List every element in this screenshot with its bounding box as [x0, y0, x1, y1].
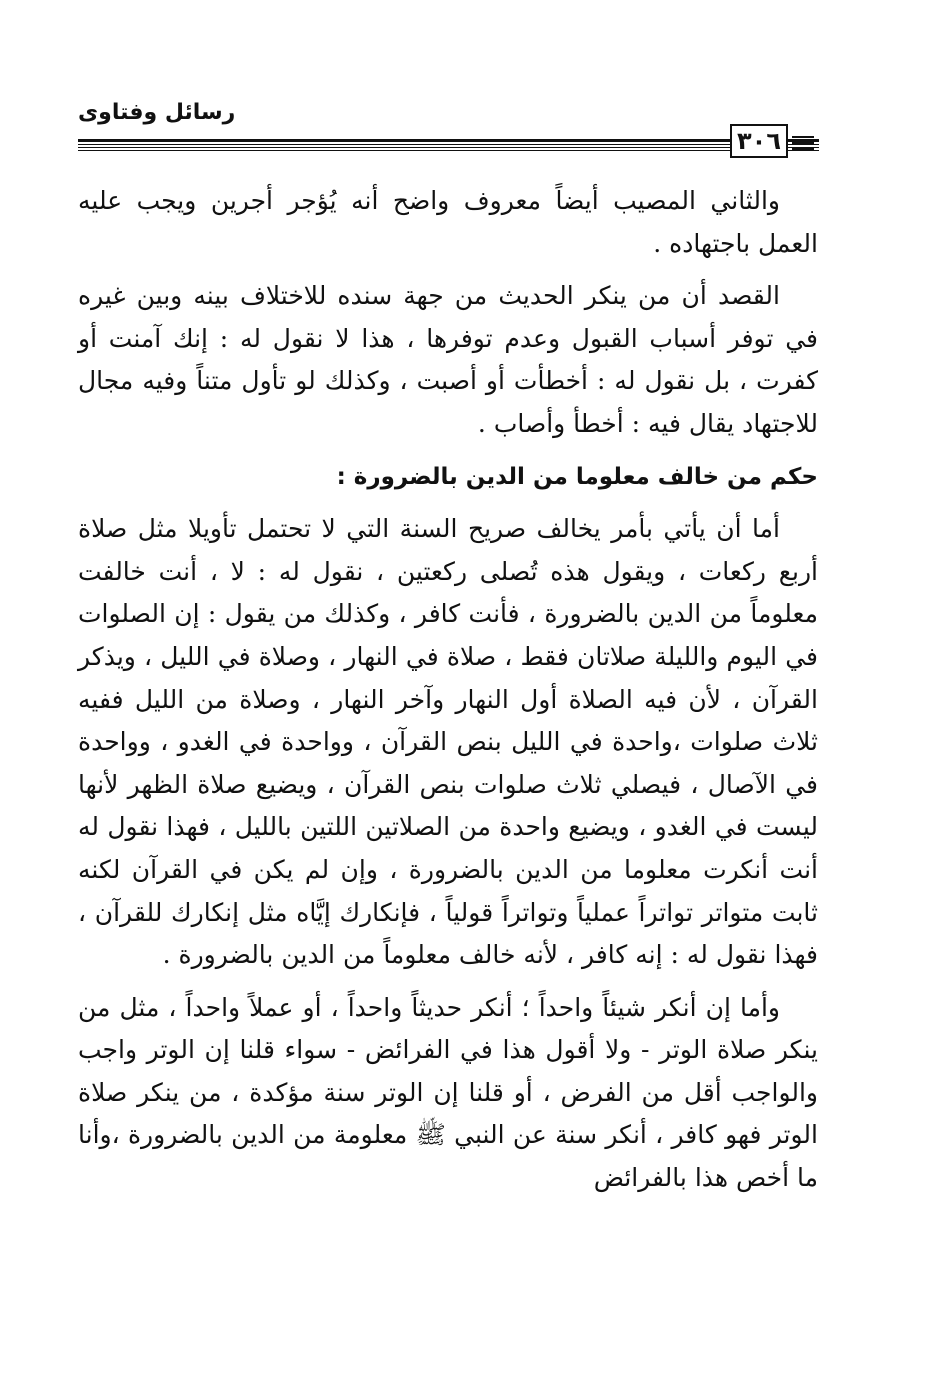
paragraph: القصد أن من ينكر الحديث من جهة سنده للاختلاف بينه وبين غيره في توفر أسباب القبول وعدم توفرها ، هذا لا نقول له : إنك آمنت أو كفرت ، بل نقول له : أخطأت أو أصبت ، وكذلك لو تأول متناً وفيه مجال للاجتهاد يقال فيه : أخطأ وأصاب . [78, 281, 818, 438]
header-rule [78, 139, 819, 142]
paragraph: أما أن يأتي بأمر يخالف صريح السنة التي لا تحتمل تأويلا مثل صلاة أربع ركعات ، ويقول هذه تُصلى ركعتين ، نقول له : لا ، أنت خالفت معلوماً من الدين بالضرورة ، فأنت كافر ، وكذلك من يقول : إن الصلوات في اليوم والليلة صلاتان فقط ، صلاة في النهار ، وصلاة في الليل ، ويذكر القرآن ، لأن فيه الصلاة أول النهار وآخر النهار ، وصلاة من الليل ففيه ثلاث صلوات ،واحدة في الليل بنص القرآن ، وواحدة في الغدو ، وواحدة في الآصال ، فيصلي ثلاث صلوات بنص القرآن ، ويضيع صلاة الظهر لأنها ليست في الغدو ، ويضيع واحدة من الصلاتين اللتين بالليل ، فهذا نقول له أنت أنكرت معلوما من الدين بالضرورة ، وإن لم يكن في القرآن لكنه ثابت متواتر تواتراً عملياً وتواتراً قولياً ، فإنكارك إيَّاه مثل إنكارك للقرآن ، فهذا نقول له : إنه كافر ، لأنه خالف معلوماً من الدين بالضرورة . [78, 514, 818, 970]
paragraph: والثاني المصيب أيضاً معروف واضح أنه يُؤجر أجرين ويجب عليه العمل باجتهاده . [78, 186, 818, 258]
header-rule-ornament [792, 148, 814, 150]
header-rule [78, 150, 819, 151]
header-rule [78, 144, 819, 145]
running-header-title: رسائل وفتاوى [78, 100, 236, 125]
body-text [78, 180, 818, 1210]
paragraph: وأما إن أنكر شيئاً واحداً ؛ أنكر حديثاً واحداً ، أو عملاً واحداً ، مثل من ينكر صلاة الوتر - ولا أقول هذا في الفرائض - سواء قلنا إن الوتر واجب والواجب أقل من الفرض ، أو قلنا إن الوتر سنة مؤكدة ، من ينكر صلاة الوتر فهو كافر ، أنكر سنة عن النبي ﷺ معلومة من الدين بالضرورة ،وأنا ما أخص هذا بالفرائض [78, 992, 818, 1193]
section-heading: حكم من خالف معلوما من الدين بالضرورة : [336, 463, 818, 490]
header-rule [78, 147, 819, 148]
page-number: ٣٠٦ [730, 124, 788, 158]
header-rule-ornament [792, 142, 814, 144]
header-rule-ornament [792, 136, 814, 138]
